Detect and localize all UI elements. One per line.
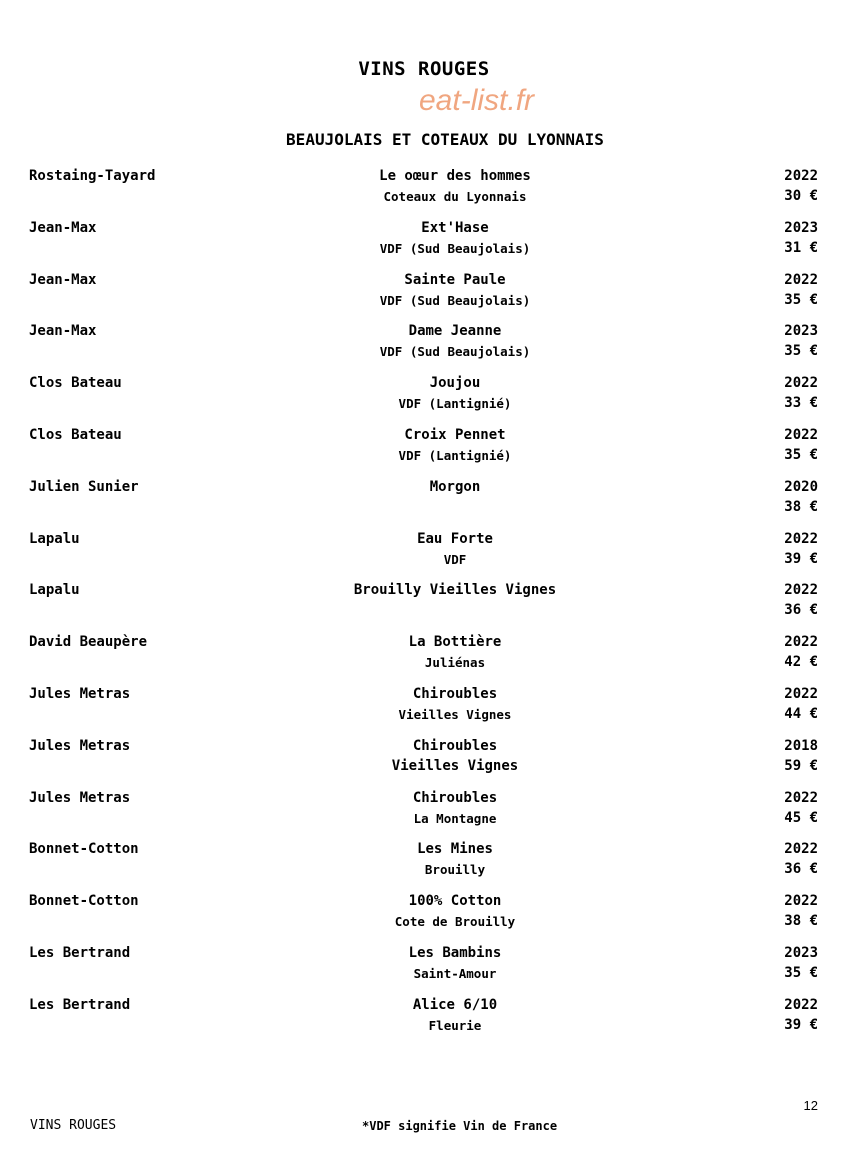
- wine-name: Chiroubles: [412, 686, 498, 702]
- wine-vintage: 2022: [784, 789, 818, 806]
- wine-entry: [0, 582, 848, 626]
- wine-entry: [0, 531, 848, 575]
- wine-name: Eau Forte: [417, 530, 493, 547]
- wine-price: 35 €: [784, 965, 818, 981]
- wine-appellation: Juliénas: [424, 655, 486, 671]
- wine-producer: Jules Metras: [29, 789, 131, 806]
- wine-price: 33 €: [784, 395, 818, 412]
- wine-price: 36 €: [784, 602, 818, 619]
- wine-name: Morgon: [429, 478, 481, 495]
- wine-vintage: 2022: [784, 996, 818, 1013]
- wine-entry: [0, 634, 848, 678]
- wine-entry: [0, 790, 848, 834]
- footer-section-label: VINS ROUGES: [30, 1118, 117, 1133]
- wine-producer: Julien Sunier: [29, 478, 139, 495]
- wine-vintage: 2023: [784, 323, 818, 340]
- wine-appellation: Cote de Brouilly: [394, 914, 516, 930]
- wine-name: Les Bambins: [408, 945, 502, 961]
- wine-vintage: 2022: [784, 375, 818, 392]
- wine-price: 38 €: [784, 913, 818, 930]
- wine-entry: [0, 738, 848, 782]
- wine-price: 30 €: [784, 188, 818, 204]
- wine-appellation: Saint-Amour: [413, 966, 497, 981]
- wine-entry: [0, 168, 848, 212]
- wine-appellation: VDF (Lantignié): [398, 448, 512, 463]
- wine-price: 35 €: [784, 447, 818, 463]
- wine-name: Le oœur des hommes: [379, 168, 531, 184]
- wine-name: Brouilly Vieilles Vignes: [353, 582, 557, 599]
- wine-entry: [0, 841, 848, 885]
- wine-name: Alice 6/10: [412, 996, 498, 1013]
- footer-note: *VDF signifie Vin de France: [362, 1119, 558, 1133]
- wine-vintage: 2023: [784, 219, 818, 236]
- wine-appellation: Coteaux du Lyonnais: [383, 189, 527, 204]
- wine-producer: Jules Metras: [29, 737, 131, 754]
- wine-entry: [0, 893, 848, 937]
- wine-producer: Jean-Max: [29, 271, 97, 288]
- wine-price: 59 €: [784, 757, 818, 774]
- wine-vintage: 2022: [784, 271, 818, 288]
- wine-name: Croix Pennet: [404, 427, 506, 443]
- wine-vintage: 2022: [784, 582, 818, 599]
- wine-appellation: Vieilles Vignes: [391, 757, 519, 774]
- wine-entry: [0, 945, 848, 989]
- watermark: eat-list.fr: [419, 84, 535, 117]
- wine-name: Ext'Hase: [421, 219, 489, 236]
- wine-producer: Rostaing-Tayard: [29, 168, 156, 184]
- page-title: VINS ROUGES: [358, 58, 490, 80]
- section-title: BEAUJOLAIS ET COTEAUX DU LYONNAIS: [286, 130, 604, 149]
- wine-producer: Lapalu: [29, 582, 80, 599]
- wine-price: 35 €: [784, 343, 818, 360]
- wine-vintage: 2022: [784, 841, 818, 858]
- wine-producer: Jean-Max: [29, 323, 97, 340]
- wine-vintage: 2020: [784, 478, 818, 495]
- wine-price: 35 €: [784, 291, 818, 308]
- wine-producer: Les Bertrand: [29, 996, 131, 1013]
- wine-price: 39 €: [784, 550, 818, 567]
- wine-vintage: 2022: [784, 427, 818, 443]
- wine-producer: Clos Bateau: [29, 427, 122, 443]
- wine-entry: [0, 427, 848, 471]
- wine-price: 38 €: [784, 498, 818, 515]
- wine-name: Dame Jeanne: [408, 323, 502, 340]
- wine-appellation: Fleurie: [428, 1017, 482, 1033]
- wine-producer: Clos Bateau: [29, 375, 122, 392]
- wine-name: La Bottière: [408, 634, 502, 651]
- wine-appellation: VDF: [443, 551, 467, 567]
- wine-name: Les Mines: [417, 841, 493, 858]
- wine-name: Chiroubles: [412, 737, 498, 754]
- wine-price: 31 €: [784, 239, 818, 256]
- wine-name: Joujou: [429, 375, 481, 392]
- page-number: 12: [803, 1098, 818, 1113]
- wine-appellation: VDF (Sud Beaujolais): [379, 240, 531, 256]
- wine-appellation: VDF (Sud Beaujolais): [379, 292, 531, 308]
- wine-appellation: VDF (Lantignié): [398, 396, 512, 412]
- wine-producer: Lapalu: [29, 530, 80, 547]
- wine-price: 45 €: [784, 809, 818, 826]
- wine-entry: [0, 272, 848, 316]
- wine-appellation: La Montagne: [413, 810, 497, 826]
- wine-vintage: 2022: [784, 168, 818, 184]
- wine-entry: [0, 323, 848, 367]
- wine-name: 100% Cotton: [408, 893, 502, 910]
- wine-entry: [0, 479, 848, 523]
- wine-vintage: 2023: [784, 945, 818, 961]
- wine-vintage: 2018: [784, 737, 818, 754]
- wine-price: 44 €: [784, 706, 818, 722]
- wine-appellation: VDF (Sud Beaujolais): [379, 344, 531, 360]
- wine-producer: Les Bertrand: [29, 945, 131, 961]
- wine-entry: [0, 686, 848, 730]
- wine-entry: [0, 375, 848, 419]
- wine-name: Chiroubles: [412, 789, 498, 806]
- wine-vintage: 2022: [784, 893, 818, 910]
- wine-producer: David Beaupère: [29, 634, 148, 651]
- wine-entry: [0, 220, 848, 264]
- wine-vintage: 2022: [784, 634, 818, 651]
- wine-vintage: 2022: [784, 530, 818, 547]
- wine-producer: Bonnet-Cotton: [29, 841, 139, 858]
- wine-price: 42 €: [784, 654, 818, 671]
- wine-appellation: Vieilles Vignes: [398, 707, 512, 722]
- wine-producer: Jules Metras: [29, 686, 131, 702]
- wine-price: 39 €: [784, 1016, 818, 1033]
- wine-entry: [0, 997, 848, 1041]
- wine-name: Sainte Paule: [404, 271, 506, 288]
- wine-appellation: Brouilly: [424, 862, 486, 878]
- wine-price: 36 €: [784, 861, 818, 878]
- wine-producer: Jean-Max: [29, 219, 97, 236]
- wine-producer: Bonnet-Cotton: [29, 893, 139, 910]
- wine-vintage: 2022: [784, 686, 818, 702]
